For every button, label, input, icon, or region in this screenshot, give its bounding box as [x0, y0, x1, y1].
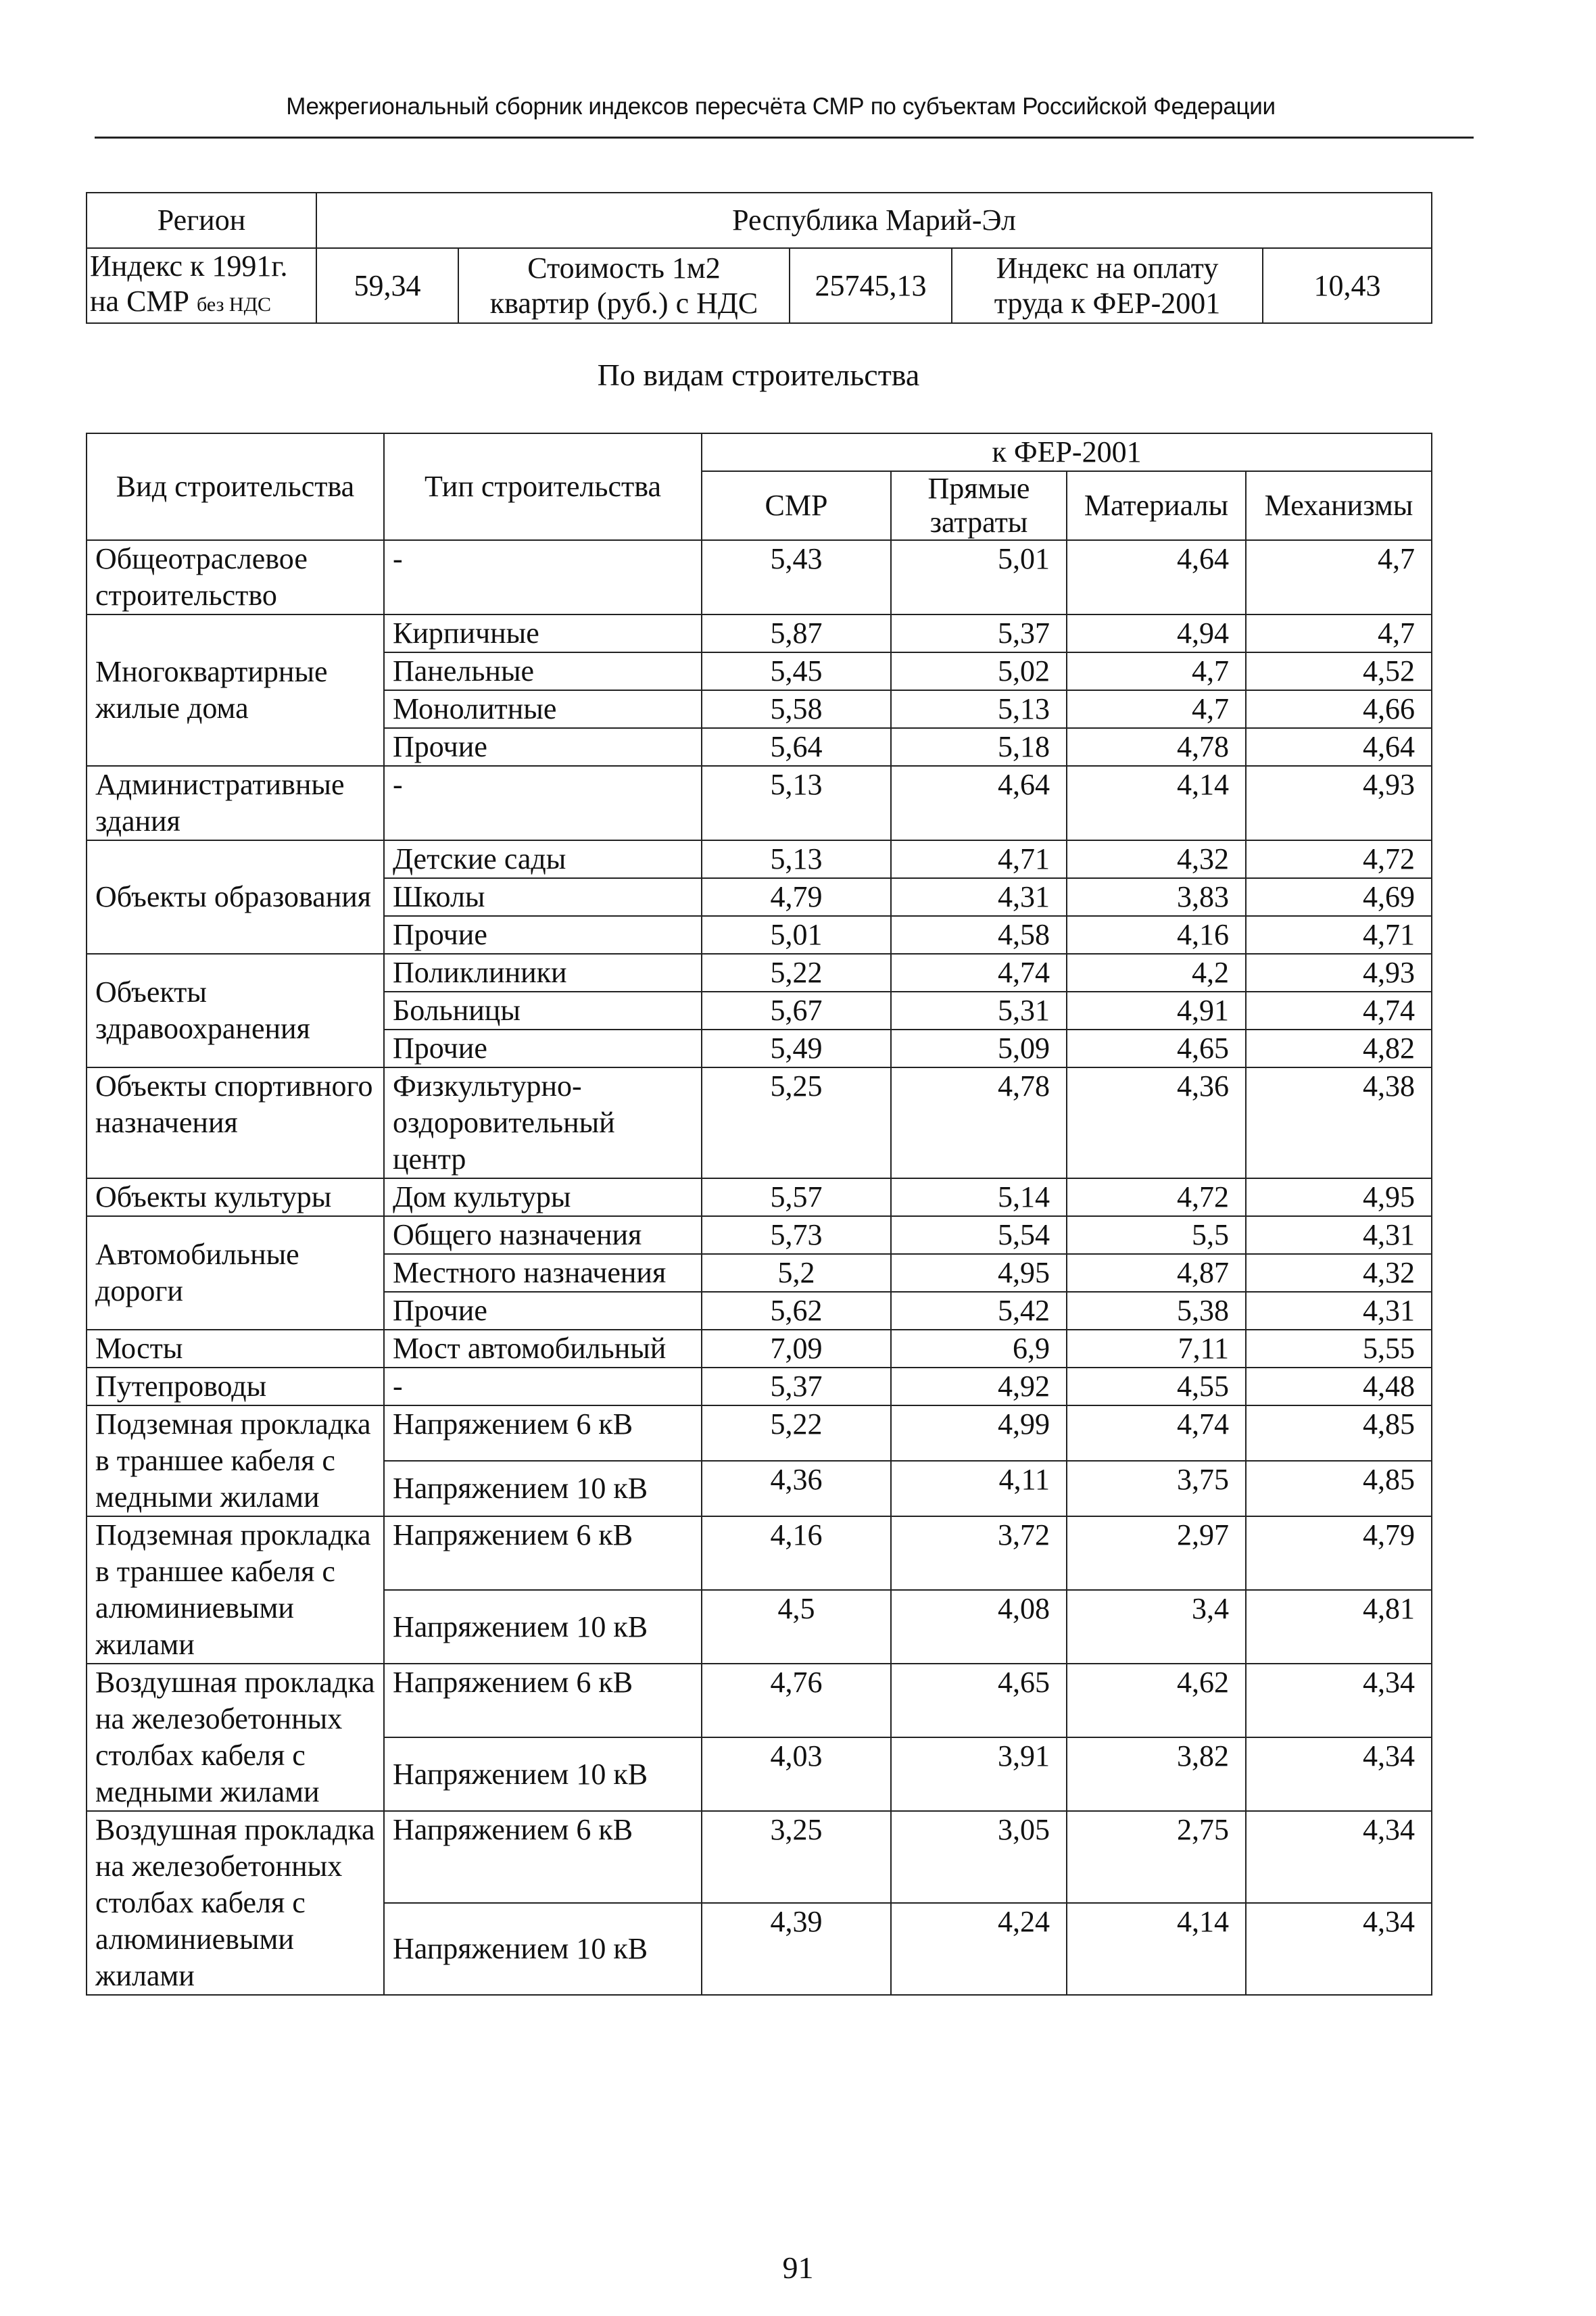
index-label-line2: на СМР [90, 285, 190, 318]
cell-mehanizmy: 4,79 [1246, 1516, 1432, 1590]
table-row [87, 1330, 1432, 1368]
table-row [87, 1516, 1432, 1590]
cell-materialy: 4,7 [1067, 690, 1246, 728]
cell-smr: 5,87 [702, 614, 891, 652]
cell-materialy: 4,16 [1067, 916, 1246, 954]
cell-smr: 4,03 [702, 1737, 891, 1811]
cell-pryamye: 3,72 [891, 1516, 1067, 1590]
cell-vid: Многоквартирные жилые дома [87, 614, 384, 766]
cell-materialy: 5,5 [1067, 1216, 1246, 1254]
cell-vid: Объекты образования [87, 840, 384, 954]
cell-pryamye: 4,71 [891, 840, 1067, 878]
cell-tip: Напряжением 10 кВ [384, 1461, 702, 1516]
cell-mehanizmy: 4,93 [1246, 766, 1432, 840]
cell-vid: Воздушная прокладка на железобетонных столбах кабеля с алюминиевыми жилами [87, 1811, 384, 1995]
region-value: Республика Марий-Эл [316, 193, 1432, 248]
cell-materialy: 5,38 [1067, 1292, 1246, 1330]
table-row [87, 1368, 1432, 1405]
cell-smr: 5,2 [702, 1254, 891, 1292]
cell-vid: Объекты культуры [87, 1178, 384, 1216]
cell-pryamye: 5,01 [891, 540, 1067, 614]
cell-mehanizmy: 4,74 [1246, 992, 1432, 1030]
cell-pryamye: 4,58 [891, 916, 1067, 954]
header-pryamye-line2: затраты [929, 506, 1028, 539]
cell-pryamye: 5,14 [891, 1178, 1067, 1216]
cell-smr: 5,22 [702, 954, 891, 992]
cell-tip: - [384, 1368, 702, 1405]
header-group: к ФЕР-2001 [702, 433, 1432, 471]
cell-pryamye: 4,99 [891, 1405, 1067, 1461]
cell-materialy: 3,4 [1067, 1590, 1246, 1664]
cell-pryamye: 5,54 [891, 1216, 1067, 1254]
cell-tip: Напряжением 6 кВ [384, 1664, 702, 1737]
cell-materialy: 4,87 [1067, 1254, 1246, 1292]
cell-pryamye: 5,37 [891, 614, 1067, 652]
cell-mehanizmy: 4,7 [1246, 614, 1432, 652]
cell-tip: Кирпичные [384, 614, 702, 652]
page-number: 91 [782, 2250, 814, 2285]
cell-smr: 5,62 [702, 1292, 891, 1330]
table-row [87, 766, 1432, 840]
cell-materialy: 4,14 [1067, 766, 1246, 840]
cell-tip: Монолитные [384, 690, 702, 728]
cell-mehanizmy: 4,81 [1246, 1590, 1432, 1664]
cell-mehanizmy: 4,34 [1246, 1737, 1432, 1811]
cell-materialy: 4,91 [1067, 992, 1246, 1030]
cell-pryamye: 3,91 [891, 1737, 1067, 1811]
table-row [87, 1811, 1432, 1903]
cell-tip: Напряжением 10 кВ [384, 1903, 702, 1995]
cell-tip: Прочие [384, 1292, 702, 1330]
cell-mehanizmy: 4,32 [1246, 1254, 1432, 1292]
cell-materialy: 2,97 [1067, 1516, 1246, 1590]
cell-vid: Путепроводы [87, 1368, 384, 1405]
cell-pryamye: 5,18 [891, 728, 1067, 766]
cell-smr: 4,16 [702, 1516, 891, 1590]
cell-smr: 5,73 [702, 1216, 891, 1254]
table-row [87, 1178, 1432, 1216]
cell-materialy: 4,7 [1067, 652, 1246, 690]
cell-materialy: 4,62 [1067, 1664, 1246, 1737]
cell-tip: Местного назначения [384, 1254, 702, 1292]
cell-pryamye: 4,31 [891, 878, 1067, 916]
cell-tip: Напряжением 6 кВ [384, 1811, 702, 1903]
cell-pryamye: 4,11 [891, 1461, 1067, 1516]
cell-mehanizmy: 4,85 [1246, 1461, 1432, 1516]
cell-mehanizmy: 4,31 [1246, 1292, 1432, 1330]
cell-pryamye: 4,64 [891, 766, 1067, 840]
running-title: Межрегиональный сборник индексов пересчёта СМР по субъектам Российской Федерации [286, 93, 1276, 120]
cell-tip: Поликлиники [384, 954, 702, 992]
cell-pryamye: 4,08 [891, 1590, 1067, 1664]
index-label-small: без НДС [197, 293, 272, 316]
section-title: По видам строительства [597, 358, 920, 392]
cell-tip: Детские сады [384, 840, 702, 878]
cell-smr: 4,79 [702, 878, 891, 916]
header-pryamye [891, 471, 1067, 540]
table-row [87, 1664, 1432, 1737]
cell-pryamye: 3,05 [891, 1811, 1067, 1903]
cell-materialy: 4,64 [1067, 540, 1246, 614]
cell-smr: 5,13 [702, 840, 891, 878]
cell-tip: - [384, 540, 702, 614]
cell-tip: Больницы [384, 992, 702, 1030]
cell-tip: Мост автомобильный [384, 1330, 702, 1368]
cell-mehanizmy: 4,72 [1246, 840, 1432, 878]
cell-vid: Мосты [87, 1330, 384, 1368]
cell-mehanizmy: 4,38 [1246, 1067, 1432, 1178]
table-row [87, 840, 1432, 878]
cell-pryamye: 5,31 [891, 992, 1067, 1030]
cell-tip: Прочие [384, 1030, 702, 1067]
table-row [87, 954, 1432, 992]
table-row [87, 1067, 1432, 1178]
cell-vid: Административные здания [87, 766, 384, 840]
cell-smr: 5,45 [702, 652, 891, 690]
cell-pryamye: 4,24 [891, 1903, 1067, 1995]
table-row [87, 614, 1432, 652]
cell-tip: Напряжением 6 кВ [384, 1405, 702, 1461]
cell-mehanizmy: 4,66 [1246, 690, 1432, 728]
cost-label [458, 248, 790, 323]
cell-mehanizmy: 4,85 [1246, 1405, 1432, 1461]
cell-mehanizmy: 4,71 [1246, 916, 1432, 954]
cell-vid: Подземная прокладка в траншее кабеля с медными жилами [87, 1405, 384, 1516]
cell-materialy: 3,82 [1067, 1737, 1246, 1811]
cell-tip: Общего назначения [384, 1216, 702, 1254]
cell-smr: 5,67 [702, 992, 891, 1030]
cell-mehanizmy: 4,34 [1246, 1811, 1432, 1903]
cell-mehanizmy: 4,93 [1246, 954, 1432, 992]
cell-materialy: 4,78 [1067, 728, 1246, 766]
header-rule [95, 137, 1474, 139]
cell-mehanizmy: 4,95 [1246, 1178, 1432, 1216]
cell-tip: Физкультурно-оздоровительный центр [384, 1067, 702, 1178]
cell-materialy: 4,2 [1067, 954, 1246, 992]
cell-mehanizmy: 4,7 [1246, 540, 1432, 614]
cell-pryamye: 4,74 [891, 954, 1067, 992]
cell-smr: 3,25 [702, 1811, 891, 1903]
cell-materialy: 3,83 [1067, 878, 1246, 916]
cell-tip: Прочие [384, 728, 702, 766]
header-materialy: Материалы [1067, 471, 1246, 540]
cell-mehanizmy: 5,55 [1246, 1330, 1432, 1368]
table-body [87, 540, 1432, 1995]
cost-value: 25745,13 [790, 248, 952, 323]
cell-smr: 5,49 [702, 1030, 891, 1067]
cell-smr: 5,37 [702, 1368, 891, 1405]
labor-label [952, 248, 1263, 323]
cell-tip: Панельные [384, 652, 702, 690]
cell-pryamye: 5,42 [891, 1292, 1067, 1330]
cell-smr: 5,58 [702, 690, 891, 728]
cell-pryamye: 6,9 [891, 1330, 1067, 1368]
cell-smr: 5,64 [702, 728, 891, 766]
cell-pryamye: 4,95 [891, 1254, 1067, 1292]
cell-mehanizmy: 4,34 [1246, 1664, 1432, 1737]
cell-tip: Прочие [384, 916, 702, 954]
cell-vid: Общеотраслевое строительство [87, 540, 384, 614]
cell-vid: Объекты спортивного назначения [87, 1067, 384, 1178]
cell-materialy: 4,32 [1067, 840, 1246, 878]
region-table [86, 192, 1432, 324]
header-tip: Тип строительства [384, 433, 702, 540]
cell-mehanizmy: 4,34 [1246, 1903, 1432, 1995]
cell-pryamye: 5,13 [891, 690, 1067, 728]
labor-label-line1: Индекс на оплату [996, 251, 1219, 285]
cell-smr: 4,39 [702, 1903, 891, 1995]
cell-pryamye: 5,09 [891, 1030, 1067, 1067]
cell-smr: 5,43 [702, 540, 891, 614]
cell-smr: 5,57 [702, 1178, 891, 1216]
table-row [87, 540, 1432, 614]
cell-mehanizmy: 4,69 [1246, 878, 1432, 916]
cell-materialy: 4,36 [1067, 1067, 1246, 1178]
index-value: 59,34 [316, 248, 458, 323]
cell-smr: 5,25 [702, 1067, 891, 1178]
cell-vid: Автомобильные дороги [87, 1216, 384, 1330]
cell-materialy: 4,74 [1067, 1405, 1246, 1461]
cell-materialy: 2,75 [1067, 1811, 1246, 1903]
cell-smr: 4,36 [702, 1461, 891, 1516]
cell-materialy: 3,75 [1067, 1461, 1246, 1516]
cell-materialy: 4,14 [1067, 1903, 1246, 1995]
cell-mehanizmy: 4,82 [1246, 1030, 1432, 1067]
cell-mehanizmy: 4,64 [1246, 728, 1432, 766]
cell-materialy: 7,11 [1067, 1330, 1246, 1368]
cell-tip: Напряжением 10 кВ [384, 1590, 702, 1664]
cell-tip: Напряжением 6 кВ [384, 1516, 702, 1590]
cell-smr: 4,5 [702, 1590, 891, 1664]
index-label [87, 248, 316, 323]
cell-pryamye: 4,65 [891, 1664, 1067, 1737]
header-vid: Вид строительства [87, 433, 384, 540]
cell-vid: Объекты здравоохранения [87, 954, 384, 1067]
cell-vid: Воздушная прокладка на железобетонных столбах кабеля с медными жилами [87, 1664, 384, 1811]
cell-pryamye: 5,02 [891, 652, 1067, 690]
cell-vid: Подземная прокладка в траншее кабеля с алюминиевыми жилами [87, 1516, 384, 1664]
index-table [86, 433, 1432, 1996]
cell-tip: Школы [384, 878, 702, 916]
cell-smr: 5,13 [702, 766, 891, 840]
cell-smr: 5,01 [702, 916, 891, 954]
table-row [87, 1405, 1432, 1461]
index-label-line1: Индекс к 1991г. [90, 249, 288, 283]
cell-mehanizmy: 4,48 [1246, 1368, 1432, 1405]
cell-materialy: 4,72 [1067, 1178, 1246, 1216]
region-label: Регион [87, 193, 316, 248]
cell-mehanizmy: 4,31 [1246, 1216, 1432, 1254]
cell-tip: Дом культуры [384, 1178, 702, 1216]
cost-label-line1: Стоимость 1м2 [527, 251, 721, 285]
table-row [87, 1216, 1432, 1254]
cell-smr: 7,09 [702, 1330, 891, 1368]
cell-pryamye: 4,78 [891, 1067, 1067, 1178]
cell-mehanizmy: 4,52 [1246, 652, 1432, 690]
header-smr: СМР [702, 471, 891, 540]
cost-label-line2: квартир (руб.) с НДС [489, 286, 758, 320]
cell-smr: 4,76 [702, 1664, 891, 1737]
cell-pryamye: 4,92 [891, 1368, 1067, 1405]
header-pryamye-line1: Прямые [927, 472, 1030, 505]
labor-value: 10,43 [1263, 248, 1432, 323]
cell-materialy: 4,55 [1067, 1368, 1246, 1405]
cell-tip: - [384, 766, 702, 840]
cell-materialy: 4,94 [1067, 614, 1246, 652]
cell-tip: Напряжением 10 кВ [384, 1737, 702, 1811]
labor-label-line2: труда к ФЕР-2001 [994, 286, 1221, 320]
header-mehanizmy: Механизмы [1246, 471, 1432, 540]
cell-smr: 5,22 [702, 1405, 891, 1461]
cell-materialy: 4,65 [1067, 1030, 1246, 1067]
